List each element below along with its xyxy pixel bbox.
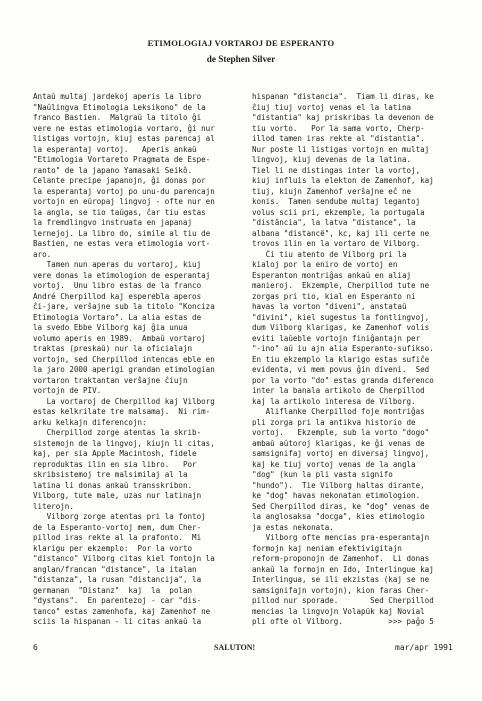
text-line: pillod iras rekte al la prafonto. Mi <box>33 533 202 542</box>
text-line: vortoj. Unu libro estas de la franco <box>33 281 202 290</box>
text-line: "distanza", la rusan "distancija", la <box>33 575 202 584</box>
right-column <box>252 92 456 628</box>
text-line: "Etimologia Vortareto Pragmata de Espe- <box>33 155 211 164</box>
text-line: sistemojn de la lingvoj, kiujn li citas, <box>33 438 215 448</box>
text-line: samsignifajn vortojn), kion faras Cher- <box>252 585 430 595</box>
text-line: franco Bastien. Malgraŭ la titolo ĝi <box>33 113 202 122</box>
text-line: "dystans". En parentezoj - car "dis- <box>33 596 202 605</box>
text-line: klarigu per ekzemplo: Por la vorto <box>33 543 193 553</box>
issue-date: mar/apr 1991 <box>395 643 453 652</box>
text-line: trovos ilin en la vortaro de Vilborg. <box>252 239 421 248</box>
text-line: Esperanton montriĝas ankaŭ en aliaj <box>252 270 412 280</box>
magazine-name: SALUTON! <box>214 643 256 652</box>
text-line: albana "distancë", kc, kaj ili certe ne <box>252 228 430 238</box>
text-line: "distantia" kaj priskribas la devenon de <box>252 113 434 122</box>
text-line: ambaŭ aŭtoroj klarigas, ke ĝi venas de <box>252 438 425 448</box>
text-line: vortojn en eŭropaj lingvoj - ofte nur en <box>33 197 215 206</box>
text-line: la angla, se tio taŭgas, ĉar tiu estas <box>33 207 206 217</box>
text-line: Sed Cherpillod diras, ke "dog" venas de <box>252 501 430 511</box>
text-line: En tiu ekzemplo la klarigo estas sufiĉe <box>252 354 430 364</box>
text-line: "Naŭlingva Etimologia Leksikono" de la <box>33 102 206 112</box>
text-line: germanan "Distanz" kaj la polan <box>33 585 193 595</box>
text-line: pli zorga pri la antikva historio de <box>252 417 416 427</box>
text-line: ranto" de la japano Yamasaki Seikô. <box>33 165 193 175</box>
text-line: havas la vorton "diveni", anstataŭ <box>252 302 407 311</box>
text-line: samsignifaj vortoj en diversaj lingvoj, <box>252 449 430 458</box>
text-line: traktas (preskaŭ) nur la oficialajn <box>33 344 193 353</box>
text-line: tiu vorto. Por la sama vorto, Cherp- <box>252 123 425 133</box>
text-line: vortoj. Ekzemple, sub la vorto "dogo" <box>252 428 430 437</box>
page-number: 6 <box>33 643 38 652</box>
article-title: ETIMOLOGIAJ VORTAROJ DE ESPERANTO <box>147 38 335 48</box>
text-line: La vortaroj de Cherpillod kaj Vilborg <box>33 396 215 406</box>
text-line: volumo aperis en 1989. Ambaŭ vortaroj <box>33 333 206 343</box>
text-line: la fremdlingvo instruata en japanaj <box>33 218 193 227</box>
text-line: inter la banala artikolo de Cherpillod <box>252 386 425 395</box>
text-line: tanco" estas zamenhofa, kaj Zamenhof ne <box>33 606 211 616</box>
text-line: la anglosaksa "docga", kies etimologio <box>252 512 425 521</box>
text-line: aro. <box>33 249 52 259</box>
text-line: kaj ke tiuj vortoj venas de la angla <box>252 459 416 469</box>
text-line: Bastien, ne estas vera etimologia vort- <box>33 239 211 248</box>
text-line: de la Esperanto-vortoj mem, dum Cher- <box>33 522 202 532</box>
text-line: listigas vortojn, kiuj estas parencaj al <box>33 134 215 143</box>
text-line: manieroj. Ekzemple, Cherpillod tute ne <box>252 281 430 290</box>
text-line: ke "dog" havas nekonatan etimologion. <box>252 491 421 500</box>
text-line: literojn. <box>33 501 74 511</box>
text-line: hispanan "distancia". Tiam li diras, ke <box>252 92 434 101</box>
text-line: ĉiuj tiuj vortoj venas el la latina <box>252 102 412 112</box>
text-line: anglan/francan "distance", la italan <box>33 564 197 574</box>
text-line: "distanco" Vilborg citas kiel fontojn la <box>33 554 215 563</box>
text-line: ĉi-jare, verŝajne sub la titolo "Konciza <box>33 302 215 311</box>
text-line: konis. Tamen sendube multaj legantoj <box>252 197 421 206</box>
text-line: la jaro 2000 aperigi grandan etimologian <box>33 365 215 374</box>
text-line: por la vorto "do" estas granda diferenco <box>252 375 434 385</box>
text-line: arku kelkajn diferencojn: <box>33 417 147 427</box>
text-line: zorgas pri tio, kial en Esperanto ni <box>252 291 416 301</box>
text-line: André Cherpillod kaj esperebla aperos <box>33 291 202 301</box>
text-line: estas kelkrilate tre malsamaj. Ni rim- <box>33 407 211 416</box>
text-line: Cherpillod zorge atentas la skrib- <box>33 428 202 437</box>
text-line: formojn kaj neniam efektivigitajn <box>252 543 402 553</box>
text-line: vortojn de PIV. <box>33 386 102 395</box>
text-line: "dog" (kun la pli vasta signifo <box>252 470 393 479</box>
text-line: Vilborg zorge atentas pri la fontoj <box>33 512 206 521</box>
text-line: la esperantaj vortoj po unu-du parencajn <box>33 186 215 196</box>
text-line: evidenta, vi mem povus ĝin diveni. Sed <box>252 365 430 374</box>
text-line: Interlingua, se ili ekzistas (kaj se ne <box>252 575 430 584</box>
text-line: "-ino" aŭ iu ajn alia Esperanto-sufikso. <box>252 344 434 353</box>
text-line: volus scii pri, ekzemple, la portugala <box>252 207 425 217</box>
text-line: Vilborg, tute male, uzas nur latinajn <box>33 491 202 500</box>
text-line: latina li donas ankaŭ transskribon. <box>33 480 193 490</box>
text-line: Tamen nun aperas du vortaroj, kiuj <box>33 260 202 269</box>
text-line: Nur poste li listigas vortojn en multaj <box>252 144 430 154</box>
text-line: Etimologia Vortaro". La alia estas de <box>33 312 202 322</box>
text-line: reproduktas ilin en sia libro. Por <box>33 459 197 469</box>
text-line: kaj la artikolo interesa de Vilborg. <box>252 396 416 406</box>
text-line: "hundo"). Tie Vilborg haltas dirante, <box>252 480 425 490</box>
page-footer <box>0 643 482 655</box>
text-line: lernejoj. La libro do, simile al tiu de <box>33 228 211 238</box>
text-line: "distância", la latva "distance", la <box>252 218 416 227</box>
text-line: tiuj, kiujn Zamenhof verŝajne eĉ ne <box>252 186 412 196</box>
text-line: kiuj influis la elekton de Zamenhof, kaj <box>252 176 434 185</box>
text-line: illod tamen iras rekte al "distantia". <box>252 134 425 143</box>
text-line: Aliflanke Cherpillod foje montriĝas <box>252 407 425 416</box>
text-line: pli ofte ol Vilborg. >>> paĝo 5 <box>252 617 434 626</box>
text-line: Tiel li ne distingas inter la vortoj, <box>252 165 421 175</box>
text-line: Ĉi tiu atento de Vilborg pri la <box>252 249 407 259</box>
text-line: la esperantaj vortoj. Aperis ankaŭ <box>33 144 197 154</box>
text-line: vortojn, sed Cherpillod intencas eble en <box>33 354 215 364</box>
text-line: ja estas nekonata. <box>252 522 334 532</box>
text-line: vere ne estas etimologia vortaro, ĝi nur <box>33 123 215 133</box>
text-line: pillod nur sporade. Sed Cherpillod <box>252 596 434 605</box>
text-line: la svedo Ebbe Vilborg kaj ĝia unua <box>33 323 188 332</box>
text-line: sciis la hispanan - li citas ankaŭ la <box>33 617 202 626</box>
text-line: reform-proponojn de Zamenhof. Li donas <box>252 554 430 563</box>
text-line: skribsistemoj tre malsimilaj al la <box>33 470 188 479</box>
text-line: ankaŭ la formojn en Ido, Interlingue kaj <box>252 564 434 574</box>
text-line: Antaŭ multaj jardekoj aperis la libro <box>33 92 202 101</box>
text-line: kaj, per sia Apple Macintosh, fidele <box>33 449 197 458</box>
text-line: vortaron traktantan verŝajne ĉiujn <box>33 375 188 385</box>
text-line: "divini", kiel sugestus la fontlingvoj, <box>252 312 430 322</box>
text-line: vere donas la etimologion de esperantaj <box>33 270 211 280</box>
article-byline: de Stephen Silver <box>206 54 276 64</box>
text-line: mencias la lingvojn Volapük kaj Novial <box>252 606 425 616</box>
text-line: eviti laŭeble vortojn finiĝantajn per <box>252 333 421 343</box>
text-line: dum Vilborg klarigas, ke Zamenhof volis <box>252 323 430 332</box>
text-line: Celante precipe japanojn, ĝi donas por <box>33 176 206 185</box>
left-column <box>33 92 237 628</box>
text-line: kialoj por la eniro de vortoj en <box>252 260 398 269</box>
text-line: lingvoj, kiuj devenas de la latina. <box>252 155 412 164</box>
text-line: Vilborg ofte mencias pra-esperantajn <box>252 533 430 542</box>
